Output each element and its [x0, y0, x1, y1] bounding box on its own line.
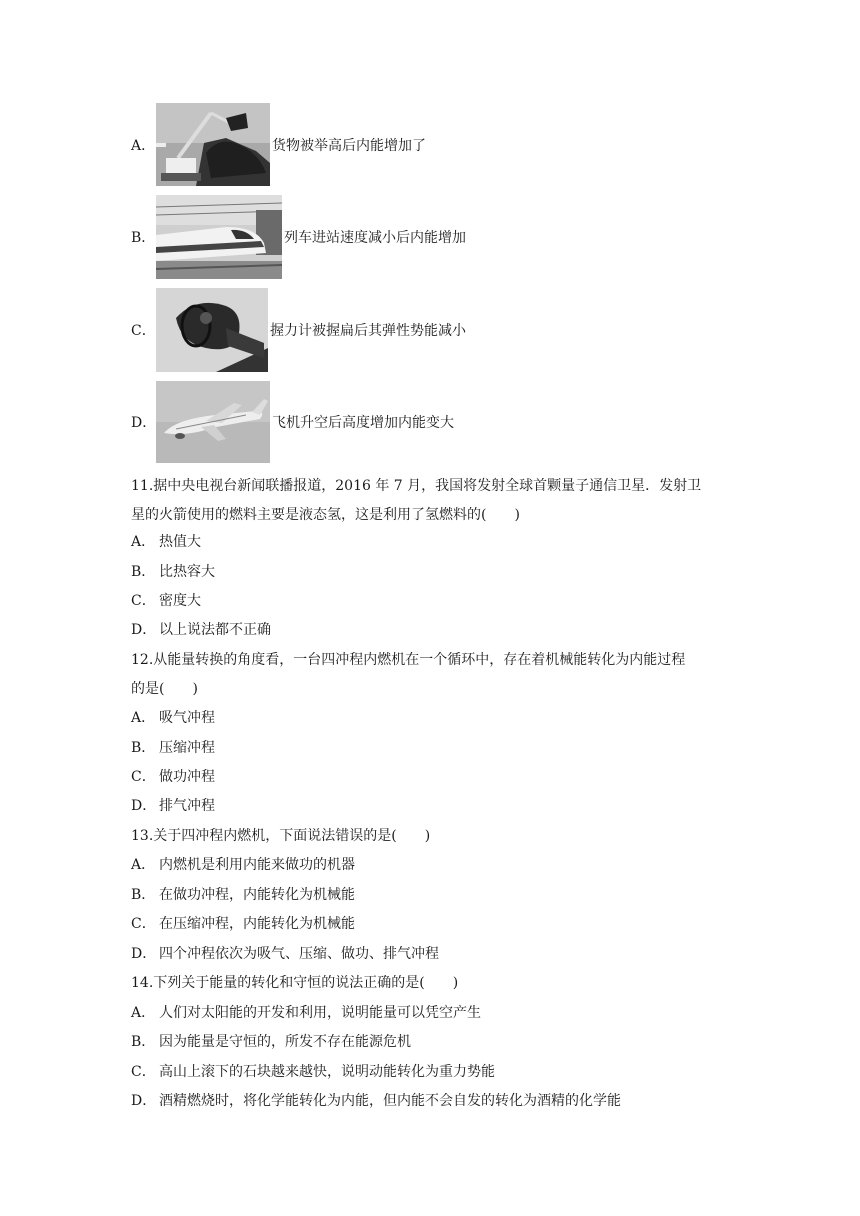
q12-option-d[interactable] — [131, 796, 215, 816]
option-text: 以上说法都不正确 — [159, 622, 271, 638]
q14-stem-line1: 14.下列关于能量的转化和守恒的说法正确的是( ) — [131, 975, 459, 991]
option-letter: D． — [131, 1093, 157, 1109]
option-text: 吸气冲程 — [159, 710, 215, 726]
image-option-b[interactable] — [131, 195, 466, 279]
option-text: 四个冲程依次为吸气、压缩、做功、排气冲程 — [159, 946, 439, 962]
option-letter: B． — [131, 230, 156, 246]
option-letter: D． — [131, 415, 157, 431]
option-text: 比热容大 — [159, 564, 215, 580]
option-letter: C． — [131, 916, 156, 932]
q14-option-c[interactable] — [131, 1062, 495, 1082]
q11-option-b[interactable] — [131, 562, 215, 582]
q13-option-b[interactable] — [131, 885, 355, 905]
q12-stem-line2: 的是( ) — [131, 681, 198, 697]
option-text: 排气冲程 — [159, 798, 215, 814]
q14-option-a[interactable] — [131, 1003, 481, 1023]
q11-option-c[interactable] — [131, 591, 201, 611]
option-text: 压缩冲程 — [159, 740, 215, 756]
option-letter: B． — [131, 1034, 156, 1050]
q11-option-d[interactable] — [131, 620, 271, 640]
image-option-d[interactable] — [131, 381, 454, 463]
q13-stem-line1: 13.关于四冲程内燃机，下面说法错误的是( ) — [131, 828, 431, 844]
option-letter: B． — [131, 887, 156, 903]
q11-option-a[interactable] — [131, 532, 201, 552]
option-letter: C． — [131, 593, 156, 609]
option-letter: A． — [131, 137, 156, 154]
option-letter: C． — [131, 323, 156, 339]
airplane-photo-icon — [156, 381, 270, 463]
option-caption: 列车进站速度减小后内能增加 — [284, 230, 466, 246]
option-letter: B． — [131, 564, 156, 580]
option-letter: D． — [131, 946, 157, 962]
q14-option-b[interactable] — [131, 1032, 411, 1052]
q13-option-d[interactable] — [131, 944, 439, 964]
option-text: 做功冲程 — [159, 769, 215, 785]
option-text: 酒精燃烧时，将化学能转化为内能，但内能不会自发的转化为酒精的化学能 — [159, 1093, 621, 1109]
option-letter: C． — [131, 1064, 156, 1080]
option-text: 高山上滚下的石块越来越快，说明动能转化为重力势能 — [159, 1064, 495, 1080]
option-text: 在压缩冲程，内能转化为机械能 — [159, 916, 355, 932]
option-letter: A． — [131, 1005, 156, 1021]
option-caption: 货物被举高后内能增加了 — [272, 137, 426, 154]
option-text: 人们对太阳能的开发和利用，说明能量可以凭空产生 — [159, 1005, 481, 1021]
option-caption: 握力计被握扁后其弹性势能减小 — [270, 323, 466, 339]
option-letter: B． — [131, 740, 156, 756]
option-letter: A． — [131, 534, 156, 550]
q14-option-d[interactable] — [131, 1091, 621, 1111]
q13-option-a[interactable] — [131, 855, 355, 875]
option-caption: 飞机升空后高度增加内能变大 — [272, 415, 454, 431]
q12-option-a[interactable] — [131, 708, 215, 728]
crane-photo-icon — [156, 103, 270, 186]
image-option-c[interactable] — [131, 288, 466, 372]
q12-option-c[interactable] — [131, 767, 215, 787]
option-text: 因为能量是守恒的，所发不存在能源危机 — [159, 1034, 411, 1050]
option-text: 内燃机是利用内能来做功的机器 — [159, 857, 355, 873]
train-photo-icon — [156, 195, 282, 279]
option-letter: D． — [131, 622, 157, 638]
grip-meter-photo-icon — [156, 288, 268, 372]
option-text: 在做功冲程，内能转化为机械能 — [159, 887, 355, 903]
option-text: 密度大 — [159, 593, 201, 609]
option-letter: C． — [131, 769, 156, 785]
option-text: 热值大 — [159, 534, 201, 550]
q13-option-c[interactable] — [131, 914, 355, 934]
q11-stem-line1: 11.据中央电视台新闻联播报道，2016 年 7 月，我国将发射全球首颗量子通信卫星．发射卫 — [131, 478, 702, 494]
option-letter: A． — [131, 710, 156, 726]
image-option-a[interactable] — [131, 103, 426, 186]
option-letter: A． — [131, 857, 156, 873]
q12-stem-line1: 12.从能量转换的角度看，一台四冲程内燃机在一个循环中，存在着机械能转化为内能过程 — [131, 652, 686, 668]
q11-stem-line2: 星的火箭使用的燃料主要是液态氢，这是利用了氢燃料的( ) — [131, 507, 520, 523]
option-letter: D． — [131, 798, 157, 814]
q12-option-b[interactable] — [131, 738, 215, 758]
